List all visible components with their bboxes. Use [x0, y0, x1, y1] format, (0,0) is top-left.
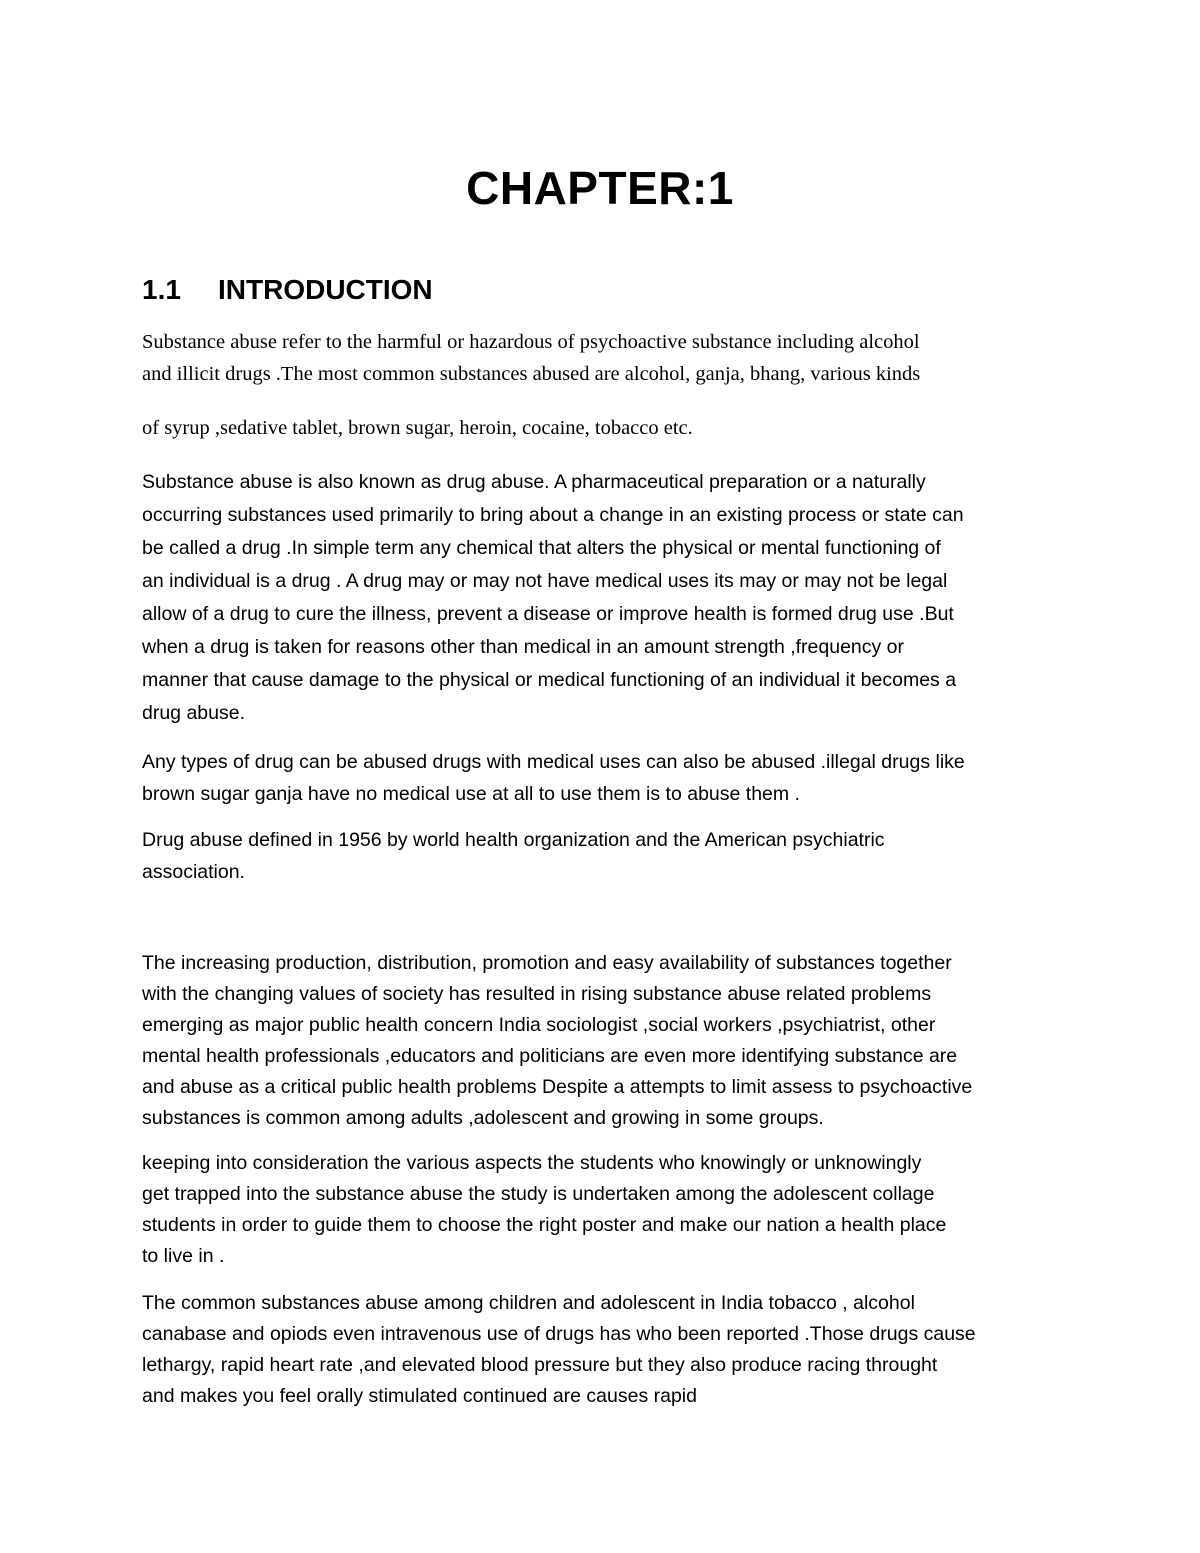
paragraph-line: and makes you feel orally stimulated continued are causes rapid [142, 1385, 697, 1407]
paragraph-line: keeping into consideration the various aspects the students who knowingly or unknowingly [142, 1152, 922, 1174]
paragraph-line: lethargy, rapid heart rate ,and elevated blood pressure but they also produce racing throught [142, 1354, 938, 1376]
paragraph-line: be called a drug .In simple term any chemical that alters the physical or mental functioning of [142, 537, 941, 559]
paragraph-line: canabase and opiods even intravenous use of drugs has who been reported .Those drugs cause [142, 1323, 976, 1345]
chapter-title: CHAPTER:1 [466, 162, 734, 214]
paragraph-line: mental health professionals ,educators and politicians are even more identifying substance are [142, 1045, 958, 1067]
paragraph-line: Any types of drug can be abused drugs with medical uses can also be abused .illegal drugs like [142, 751, 965, 773]
intro-line-1: Substance abuse refer to the harmful or hazardous of psychoactive substance including alcohol [142, 331, 920, 353]
paragraph-line: drug abuse. [142, 702, 245, 724]
paragraph-line: association. [142, 861, 245, 883]
paragraph-line: manner that cause damage to the physical or medical functioning of an individual it becomes a [142, 669, 957, 691]
paragraph-study-purpose [142, 1148, 1072, 1272]
paragraph-line: allow of a drug to cure the illness, prevent a disease or improve health is formed drug use .But [142, 603, 954, 625]
paragraph-line: emerging as major public health concern India sociologist ,social workers ,psychiatrist, other [142, 1014, 936, 1036]
paragraph-line: an individual is a drug . A drug may or may not have medical uses its may or may not be legal [142, 570, 948, 592]
paragraph-line: students in order to guide them to choose the right poster and make our nation a health place [142, 1214, 947, 1236]
paragraph-line: The common substances abuse among children and adolescent in India tobacco , alcohol [142, 1292, 915, 1314]
intro-line-2: and illicit drugs .The most common substances abused are alcohol, ganja, bhang, various kinds [142, 363, 921, 385]
paragraph-line: get trapped into the substance abuse the study is undertaken among the adolescent collage [142, 1183, 935, 1205]
intro-line-3: of syrup ,sedative tablet, brown sugar, heroin, cocaine, tobacco etc. [142, 417, 693, 439]
paragraph-line: occurring substances used primarily to bring about a change in an existing process or state can [142, 504, 964, 526]
paragraph-line: Substance abuse is also known as drug abuse. A pharmaceutical preparation or a naturally [142, 471, 926, 493]
paragraph-abused-drugs [142, 746, 1072, 810]
paragraph-drug-definition [142, 466, 1072, 730]
paragraph-line: when a drug is taken for reasons other than medical in an amount strength ,frequency or [142, 636, 905, 658]
paragraph-line: brown sugar ganja have no medical use at all to use them is to abuse them . [142, 783, 800, 805]
paragraph-drug-abuse-defined [142, 824, 1072, 888]
paragraph-line: to live in . [142, 1245, 225, 1267]
paragraph-line: and abuse as a critical public health problems Despite a attempts to limit assess to psychoactive [142, 1076, 973, 1098]
section-heading [142, 270, 433, 310]
section-title: INTRODUCTION [218, 274, 433, 305]
paragraph-public-health [142, 948, 1072, 1134]
paragraph-common-substances [142, 1288, 1072, 1412]
paragraph-line: with the changing values of society has resulted in rising substance abuse related problems [142, 983, 932, 1005]
paragraph-line: Drug abuse defined in 1956 by world health organization and the American psychiatric [142, 829, 885, 851]
paragraph-line: The increasing production, distribution, promotion and easy availability of substances together [142, 952, 952, 974]
section-number: 1.1 [142, 274, 181, 305]
paragraph-line: substances is common among adults ,adolescent and growing in some groups. [142, 1107, 824, 1129]
